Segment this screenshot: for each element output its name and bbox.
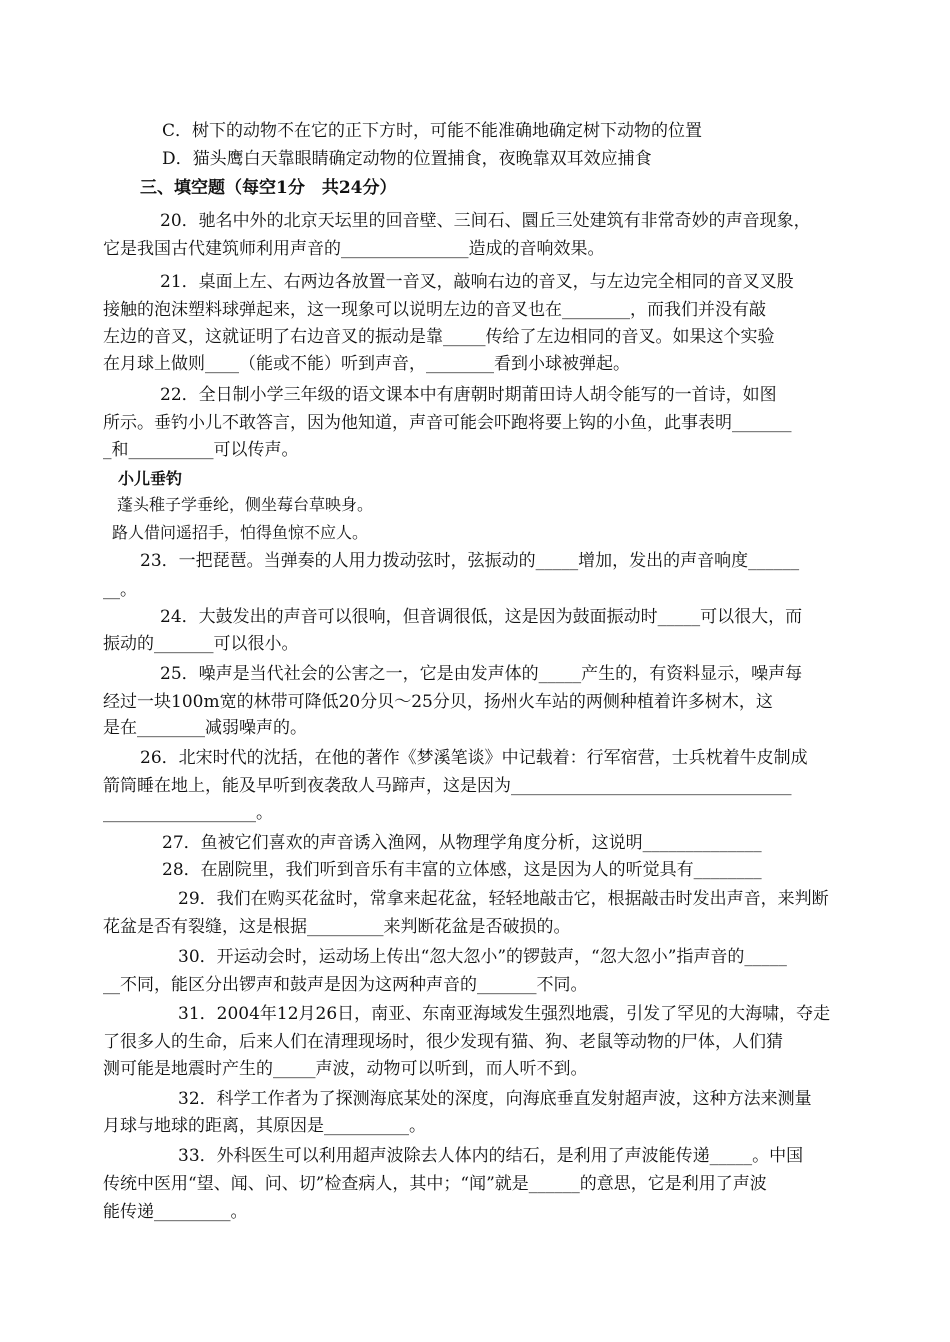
q32-line2: 月球与地球的距离，其原因是__________。: [103, 1116, 426, 1136]
q23-line2: __。: [103, 580, 137, 600]
q31-line2: 了很多人的生命，后来人们在清理现场时，很少发现有猫、狗、老鼠等动物的尸体，人们猜: [103, 1032, 783, 1052]
q25-line1: 25．噪声是当代社会的公害之一，它是由发声体的_____产生的，有资料显示，噪声每: [160, 664, 803, 684]
q20-line2: 它是我国古代建筑师利用声音的_______________造成的音响效果。: [103, 239, 605, 259]
q27-line: 27．鱼被它们喜欢的声音诱入渔网，从物理学角度分析，这说明______________: [162, 833, 762, 853]
q22-line3: _和__________可以传声。: [103, 440, 299, 460]
q29-line2: 花盆是否有裂缝，这是根据_________来判断花盆是否破损的。: [103, 917, 571, 937]
q24-line1: 24．大鼓发出的声音可以很响，但音调很低，这是因为鼓面振动时_____可以很大，而: [160, 607, 803, 627]
poem-line1: 蓬头稚子学垂纶，侧坐莓台草映身。: [117, 495, 374, 514]
q32-line1: 32．科学工作者为了探测海底某处的深度，向海底垂直发射超声波，这种方法来测量: [178, 1089, 812, 1109]
q31-line3: 测可能是地震时产生的_____声波，动物可以听到，而人听不到。: [103, 1059, 588, 1079]
q23-line1: 23．一把琵琶。当弹奏的人用力拨动弦时，弦振动的_____增加，发出的声音响度______: [140, 551, 800, 571]
q33-line1: 33．外科医生可以利用超声波除去人体内的结石，是利用了声波能传递_____。中国: [178, 1146, 804, 1166]
q26-line3: __________________。: [103, 803, 273, 823]
q29-line1: 29．我们在购买花盆时，常拿来起花盆，轻轻地敲击它，根据敲击时发出声音，来判断: [178, 889, 829, 909]
q30-line1: 30．开运动会时，运动场上传出“忽大忽小”的锣鼓声，“忽大忽小”指声音的_____: [178, 947, 787, 967]
q21-line3: 左边的音叉，这就证明了右边音叉的振动是靠_____传给了左边相同的音叉。如果这个实验: [103, 327, 775, 347]
q26-line2: 箭筒睡在地上，能及早听到夜袭敌人马蹄声，这是因为_________________________________: [103, 776, 792, 796]
option-c: C．树下的动物不在它的正下方时，可能不能准确地确定树下动物的位置: [162, 121, 703, 141]
q26-line1: 26．北宋时代的沈括，在他的著作《梦溪笔谈》中记载着：行军宿营，士兵枕着牛皮制成: [140, 748, 808, 768]
q31-line1: 31．2004年12月26日，南亚、东南亚海域发生强烈地震，引发了罕见的大海啸，夺走: [178, 1004, 831, 1024]
poem-line2: 路人借问遥招手，怕得鱼惊不应人。: [112, 523, 369, 542]
q25-line3: 是在________减弱噪声的。: [103, 718, 307, 738]
q20-line1: 20．驰名中外的北京天坛里的回音壁、三间石、圜丘三处建筑有非常奇妙的声音现象，: [160, 211, 811, 231]
q24-line2: 振动的_______可以很小。: [103, 634, 299, 654]
q21-line2: 接触的泡沫塑料球弹起来，这一现象可以说明左边的音叉也在________，而我们并没有敲: [103, 300, 766, 320]
q21-line4: 在月球上做则____（能或不能）听到声音，________看到小球被弹起。: [103, 354, 630, 374]
q25-line2: 经过一块100m宽的林带可降低20分贝～25分贝，扬州火车站的两侧种植着许多树木，这: [103, 692, 773, 712]
q22-line1: 22．全日制小学三年级的语文课本中有唐朝时期莆田诗人胡令能写的一首诗，如图: [160, 385, 777, 405]
q33-line2: 传统中医用“望、闻、问、切”检查病人，其中；“闻”就是______的意思，它是利用了声波: [103, 1174, 767, 1194]
q33-line3: 能传递_________。: [103, 1202, 248, 1222]
section-heading: 三、填空题（每空1分 共24分）: [140, 178, 397, 198]
q28-line: 28．在剧院里，我们听到音乐有丰富的立体感，这是因为人的听觉具有________: [162, 860, 762, 880]
q30-line2: __不同，能区分出锣声和鼓声是因为这两种声音的_______不同。: [103, 975, 588, 995]
q22-line2: 所示。垂钓小儿不敢答言，因为他知道，声音可能会吓跑将要上钩的小鱼，此事表明_______: [103, 413, 792, 433]
poem-title: 小儿垂钓: [118, 469, 183, 488]
option-d: D．猫头鹰白天靠眼睛确定动物的位置捕食，夜晚靠双耳效应捕食: [162, 149, 652, 169]
q21-line1: 21．桌面上左、右两边各放置一音叉，敲响右边的音叉，与左边完全相同的音叉叉股: [160, 272, 794, 292]
